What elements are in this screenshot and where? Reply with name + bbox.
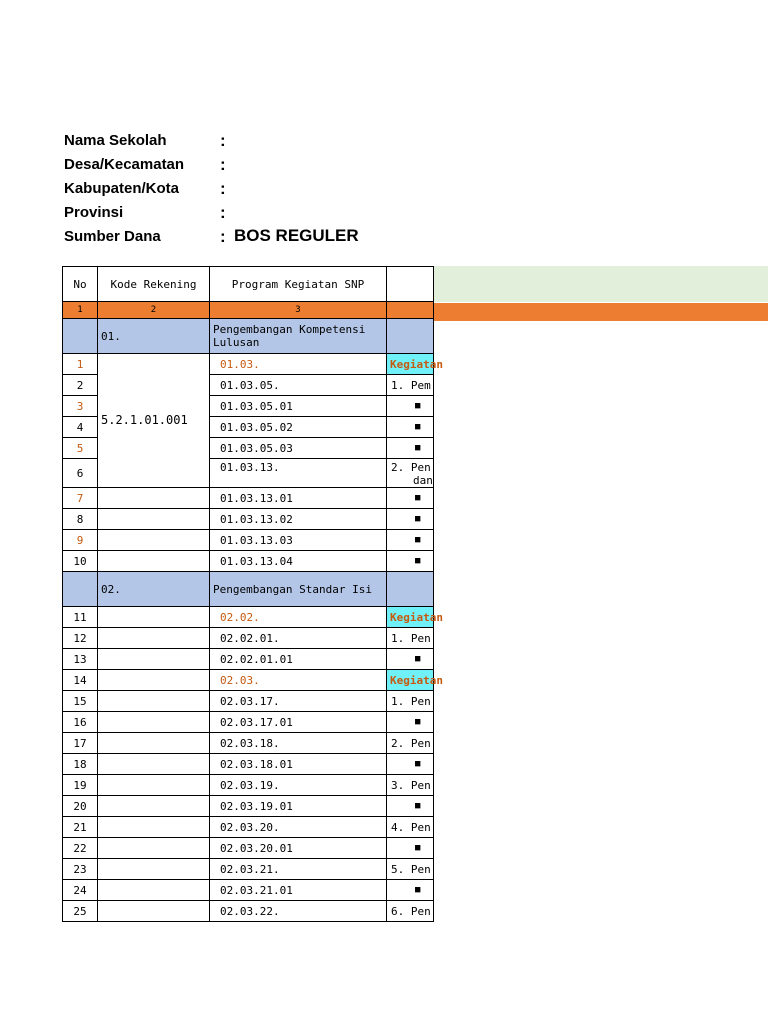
table-row	[63, 607, 434, 628]
table-row	[63, 551, 434, 572]
row-bullet: ■	[387, 796, 434, 817]
row-bullet: ■	[387, 551, 434, 572]
row-desc: 1. Pem	[387, 375, 434, 396]
group-col4	[387, 319, 434, 354]
info-label: Sumber Dana	[64, 228, 161, 245]
row-no: 15	[63, 691, 98, 712]
row-desc: 1. Pen	[387, 691, 434, 712]
row-code: 02.03.19.	[210, 775, 387, 796]
info-label: Desa/Kecamatan	[64, 156, 185, 173]
info-colon: :	[220, 131, 226, 150]
col-number: 1	[63, 302, 98, 319]
kode-cell	[98, 880, 210, 901]
table-row	[63, 488, 434, 509]
row-no: 9	[63, 530, 98, 551]
row-no: 16	[63, 712, 98, 733]
row-bullet: ■	[387, 754, 434, 775]
group-row	[63, 572, 434, 607]
kode-cell	[98, 796, 210, 817]
row-no: 12	[63, 628, 98, 649]
kode-cell	[98, 775, 210, 796]
row-no: 6	[63, 459, 98, 488]
row-code: 01.03.13.03	[210, 530, 387, 551]
row-no: 19	[63, 775, 98, 796]
table-row	[63, 354, 434, 375]
row-bullet: ■	[387, 838, 434, 859]
table-row	[63, 880, 434, 901]
group-title: Pengembangan Kompetensi Lulusan	[210, 319, 387, 354]
row-bullet: ■	[387, 509, 434, 530]
kode-cell	[98, 649, 210, 670]
budget-table	[62, 266, 443, 966]
row-code: 01.03.13.02	[210, 509, 387, 530]
group-title: Pengembangan Standar Isi	[210, 572, 387, 607]
info-colon: :	[220, 203, 226, 222]
table-row	[63, 530, 434, 551]
row-code: 01.03.13.	[210, 459, 387, 488]
row-no: 5	[63, 438, 98, 459]
row-code: 02.03.17.01	[210, 712, 387, 733]
column-number-row	[63, 302, 434, 319]
kode-cell	[98, 488, 210, 509]
row-desc: 5. Pen	[387, 859, 434, 880]
table-header-row	[63, 267, 434, 302]
table-row	[63, 796, 434, 817]
table-row	[63, 901, 434, 922]
col-number: 3	[210, 302, 387, 319]
table-row	[63, 712, 434, 733]
row-no: 17	[63, 733, 98, 754]
info-colon: :	[220, 227, 226, 246]
kode-cell	[98, 838, 210, 859]
info-label: Provinsi	[64, 204, 124, 221]
row-code: 02.03.18.01	[210, 754, 387, 775]
row-no: 20	[63, 796, 98, 817]
row-bullet: ■	[387, 880, 434, 901]
row-code: 02.03.	[210, 670, 387, 691]
row-kegiatan-label: Kegiatan	[387, 670, 434, 691]
row-desc: 3. Pen	[387, 775, 434, 796]
table-row	[63, 670, 434, 691]
row-bullet: ■	[387, 712, 434, 733]
row-desc-line: dan	[413, 474, 433, 487]
row-code: 02.03.22.	[210, 901, 387, 922]
row-no: 14	[63, 670, 98, 691]
row-code: 01.03.05.03	[210, 438, 387, 459]
table-row	[63, 838, 434, 859]
row-no: 21	[63, 817, 98, 838]
table-row	[63, 859, 434, 880]
row-code: 01.03.05.01	[210, 396, 387, 417]
row-code: 02.03.20.01	[210, 838, 387, 859]
row-code: 01.03.13.01	[210, 488, 387, 509]
row-no: 4	[63, 417, 98, 438]
kode-cell	[98, 691, 210, 712]
row-no: 3	[63, 396, 98, 417]
kode-cell	[98, 509, 210, 530]
row-no: 8	[63, 509, 98, 530]
row-kegiatan-label: Kegiatan	[387, 607, 434, 628]
table-row	[63, 775, 434, 796]
row-kegiatan-label: Kegiatan	[387, 354, 434, 375]
row-code: 02.03.21.01	[210, 880, 387, 901]
row-code: 01.03.05.	[210, 375, 387, 396]
row-desc-line: 2. Pen	[391, 461, 431, 474]
row-code: 02.03.21.	[210, 859, 387, 880]
row-code: 01.03.	[210, 354, 387, 375]
info-colon: :	[220, 155, 226, 174]
row-desc: 4. Pen	[387, 817, 434, 838]
kode-cell	[98, 712, 210, 733]
row-code: 02.02.01.	[210, 628, 387, 649]
kode-cell	[98, 754, 210, 775]
kode-cell	[98, 859, 210, 880]
row-desc: 2. Pen	[387, 733, 434, 754]
header-no: No	[63, 267, 98, 302]
row-code: 01.03.13.04	[210, 551, 387, 572]
kode-cell	[98, 733, 210, 754]
table-row	[63, 754, 434, 775]
row-no: 24	[63, 880, 98, 901]
group-col4	[387, 572, 434, 607]
kode-cell	[98, 817, 210, 838]
row-code: 02.03.17.	[210, 691, 387, 712]
row-bullet: ■	[387, 417, 434, 438]
table-row	[63, 817, 434, 838]
col-number: 2	[98, 302, 210, 319]
row-bullet: ■	[387, 488, 434, 509]
header-program-kegiatan: Program Kegiatan SNP	[210, 267, 387, 302]
info-value-sumber-dana: BOS REGULER	[234, 226, 359, 245]
row-no: 25	[63, 901, 98, 922]
row-code: 02.03.20.	[210, 817, 387, 838]
row-desc: 6. Pen	[387, 901, 434, 922]
column-number-band-extension	[433, 303, 768, 321]
group-no	[63, 319, 98, 354]
row-bullet: ■	[387, 530, 434, 551]
col-number	[387, 302, 434, 319]
header-col4	[387, 267, 434, 302]
row-code: 02.02.01.01	[210, 649, 387, 670]
kode-cell	[98, 628, 210, 649]
kode-cell	[98, 901, 210, 922]
table-row	[63, 509, 434, 530]
group-code: 01.	[98, 319, 210, 354]
kode-cell	[98, 530, 210, 551]
table-row	[63, 628, 434, 649]
row-desc: 1. Pen	[387, 628, 434, 649]
table-row	[63, 733, 434, 754]
row-no: 2	[63, 375, 98, 396]
row-no: 1	[63, 354, 98, 375]
table-row	[63, 691, 434, 712]
row-code: 02.03.19.01	[210, 796, 387, 817]
info-label: Kabupaten/Kota	[64, 180, 180, 197]
row-no: 13	[63, 649, 98, 670]
group-code: 02.	[98, 572, 210, 607]
row-bullet: ■	[387, 438, 434, 459]
row-code: 01.03.05.02	[210, 417, 387, 438]
row-no: 23	[63, 859, 98, 880]
row-bullet: ■	[387, 396, 434, 417]
group-row	[63, 319, 434, 354]
info-colon: :	[220, 179, 226, 198]
info-label: Nama Sekolah	[64, 132, 167, 149]
row-desc	[387, 459, 434, 488]
row-no: 7	[63, 488, 98, 509]
row-no: 11	[63, 607, 98, 628]
row-code: 02.02.	[210, 607, 387, 628]
row-bullet: ■	[387, 649, 434, 670]
kode-cell	[98, 670, 210, 691]
kode-rekening-cell: 5.2.1.01.001	[98, 354, 210, 488]
row-code: 02.03.18.	[210, 733, 387, 754]
kode-cell	[98, 551, 210, 572]
header-band-extension	[433, 266, 768, 302]
header-kode-rekening: Kode Rekening	[98, 267, 210, 302]
row-no: 18	[63, 754, 98, 775]
table-row	[63, 649, 434, 670]
group-no	[63, 572, 98, 607]
row-no: 22	[63, 838, 98, 859]
row-no: 10	[63, 551, 98, 572]
kode-cell	[98, 607, 210, 628]
